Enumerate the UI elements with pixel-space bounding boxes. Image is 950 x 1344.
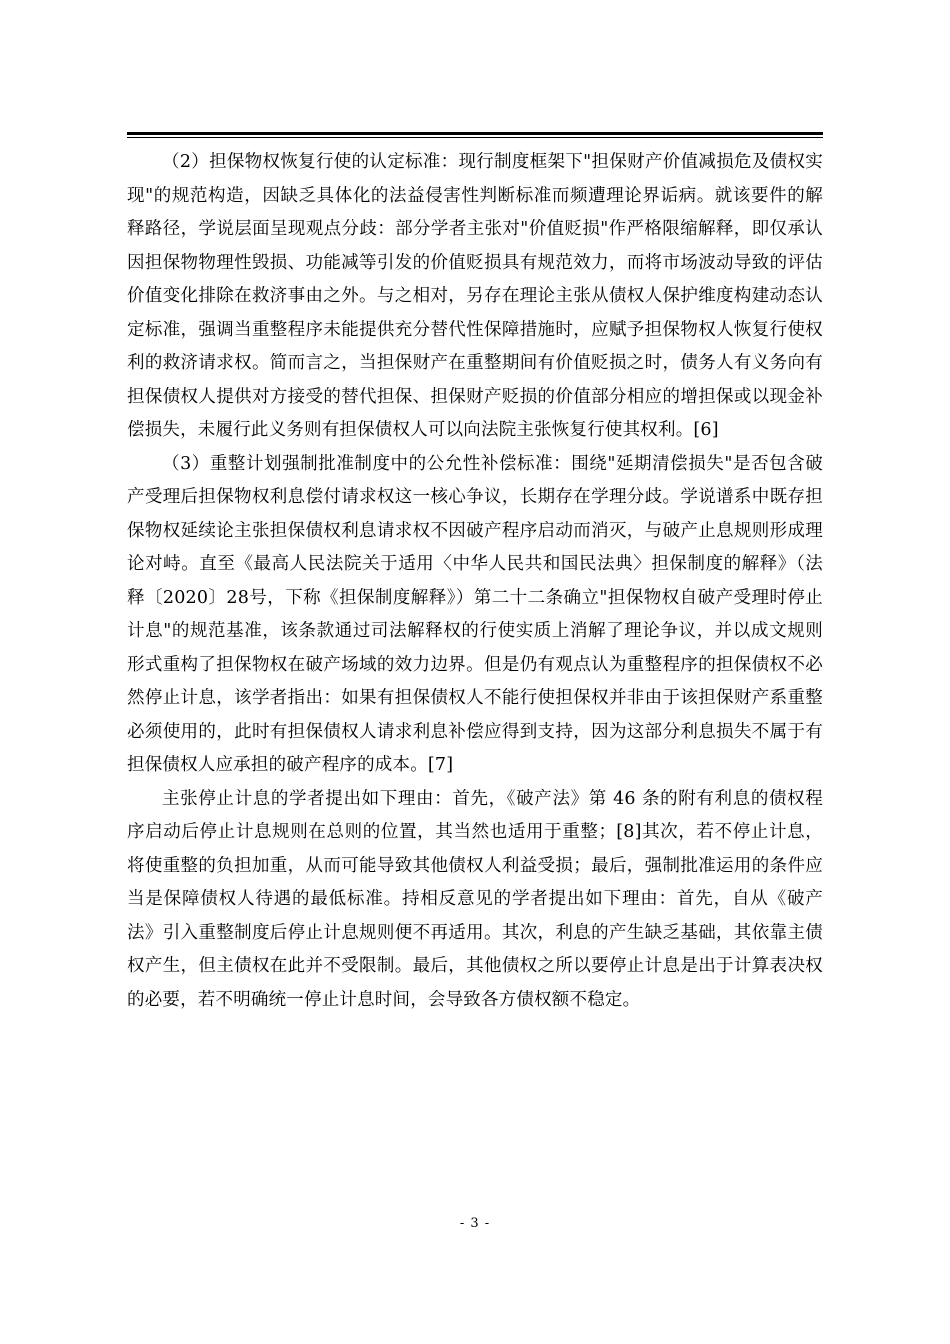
header-rule-thick [127, 132, 823, 135]
body-text [127, 146, 823, 1017]
paragraph-fair-compensation-standard: （3）重整计划强制批准制度中的公允性补偿标准：围绕"延期清偿损失"是否包含破产受理后担保物权利息偿付请求权这一核心争议，长期存在学理分歧。学说谱系中既存担保物权延续论主张担保债权利息请求权不因破产程序启动而消灭，与破产止息规则形成理论对峙。直至《最高人民法院关于适用〈中华人民共和国民法典〉担保制度的解释》（法释〔2020〕28号，下称《担保制度解释》）第二十二条确立"担保物权自破产受理时停止计息"的规范基准，该条款通过司法解释权的行使实质上消解了理论争议，并以成文规则形式重构了担保物权在破产场域的效力边界。但是仍有观点认为重整程序的担保债权不必然停止计息，该学者指出：如果有担保债权人不能行使担保权并非由于该担保财产系重整必须使用的，此时有担保债权人请求利息补偿应得到支持，因为这部分利息损失不属于有担保债权人应承担的破产程序的成本。[7] [127, 453, 823, 775]
header-rule-thin [127, 137, 823, 138]
paragraph-interest-suspension-debate: 主张停止计息的学者提出如下理由：首先，《破产法》第 46 条的附有利息的债权程序启动后停止计息规则在总则的位置，其当然也适用于重整；[8]其次，若不停止计息，将使重整的负担加重，从而可能导致其他债权人利益受损；最后，强制批准运用的条件应当是保障债权人待遇的最低标准。持相反意见的学者提出如下理由：首先，自从《破产法》引入重整制度后停止计息规则便不再适用。其次，利息的产生缺乏基础，其依靠主债权产生，但主债权在此并不受限制。最后，其他债权之所以要停止计息是出于计算表决权的必要，若不明确统一停止计息时间，会导致各方债权额不稳定。 [127, 788, 823, 1010]
paragraph-security-right-restoration: （2）担保物权恢复行使的认定标准：现行制度框架下"担保财产价值减损危及债权实现"的规范构造，因缺乏具体化的法益侵害性判断标准而频遭理论界诟病。就该要件的解释路径，学说层面呈现观点分歧：部分学者主张对"价值贬损"作严格限缩解释，即仅承认因担保物物理性毁损、功能减等引发的价值贬损具有规范效力，而将市场波动导致的评估价值变化排除在救济事由之外。与之相对，另存在理论主张从债权人保护维度构建动态认定标准，强调当重整程序未能提供充分替代性保障措施时，应赋予担保物权人恢复行使权利的救济请求权。简而言之，当担保财产在重整期间有价值贬损之时，债务人有义务向有担保债权人提供对方接受的替代担保、担保财产贬损的价值部分相应的增担保或以现金补偿损失，未履行此义务则有担保债权人可以向法院主张恢复行使其权利。[6] [127, 152, 823, 440]
page-number: - 3 - [459, 1216, 491, 1231]
